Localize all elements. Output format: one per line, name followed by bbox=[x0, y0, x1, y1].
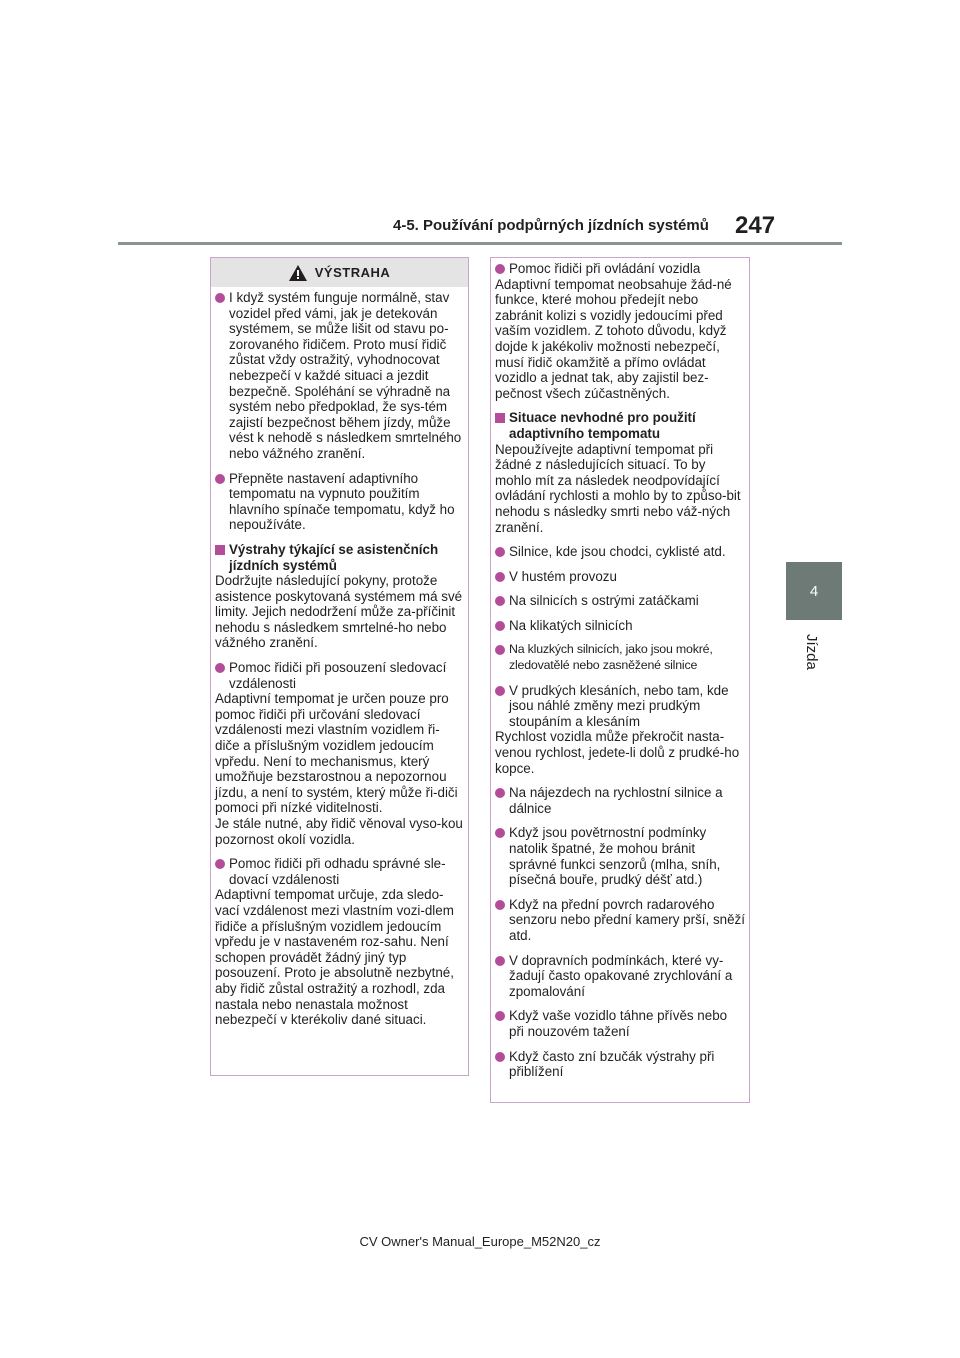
paragraph: Rychlost vozidla může překročit nasta-venou rychlost, jedete-li dolů z prudké-ho kopce. bbox=[495, 729, 740, 776]
chapter-number: 4 bbox=[809, 582, 819, 600]
bullet-icon bbox=[215, 859, 225, 869]
paragraph: Adaptivní tempomat určuje, zda sledo-vací vzdálenost mezi vlastním vozi-dlem řidiče a příslušným vozidlem jedoucím vpředu je v nastaveném roz-sahu. Není schopen provádět žádný jiný typ posouzení. Proto je absolutně nezbytné, aby řidič zůstal ostražitý a rozhodl, zda nastala nebo nenastala možnost nebezpečí v kterékoliv dané situaci. bbox=[215, 887, 454, 1028]
list-item: V prudkých klesáních, nebo tam, kde jsou náhlé změny mezi prudkým stoupáním a klesáním bbox=[495, 683, 745, 730]
bullet-icon bbox=[495, 264, 505, 274]
bullet-icon bbox=[215, 293, 225, 303]
list-item: Pomoc řidiči při ovládání vozidla bbox=[495, 261, 745, 277]
page-number: 247 bbox=[735, 212, 776, 239]
list-item: Na kluzkých silnicích, jako jsou mokré, zledovatělé nebo zasněžené silnice bbox=[495, 642, 745, 673]
paragraph: Adaptivní tempomat je určen pouze pro pomoc řidiči při určování sledovací vzdálenosti mezi vlastním vozidlem ři-diče a příslušným vozidlem jedoucím vpředu. Není to mechanismus, který umožňuje bezstarostnou a nepozornou jízdu, a není to systém, který může ři-diči pomoci při nízké viditelnosti. bbox=[215, 691, 458, 816]
footer-text: CV Owner's Manual_Europe_M52N20_cz bbox=[359, 1234, 601, 1249]
list-item: Když vaše vozidlo táhne přívěs nebo při nouzovém tažení bbox=[495, 1008, 745, 1039]
subsection-heading: Situace nevhodné pro použití adaptivního tempomatu bbox=[495, 410, 745, 441]
warning-header bbox=[211, 258, 468, 287]
bullet-icon bbox=[215, 663, 225, 673]
warning-box-right bbox=[490, 257, 750, 1103]
bullet-icon bbox=[495, 686, 505, 696]
list-item: Silnice, kde jsou chodci, cyklisté atd. bbox=[495, 544, 745, 560]
list-item: Přepněte nastavení adaptivního tempomatu na vypnuto použitím hlavního spínače tempomatu, když ho nepoužíváte. bbox=[215, 471, 464, 533]
paragraph: Dodržujte následující pokyny, protože asistence poskytovaná systémem má své limity. Jejich nedodržení může za-příčinit nehodu s následkem smrtelné-ho nebo vážného zranění. bbox=[215, 573, 463, 651]
list-item: Když na přední povrch radarového senzoru nebo přední kamery prší, sněží atd. bbox=[495, 897, 745, 944]
bullet-icon bbox=[495, 645, 505, 655]
list-item: Když často zní bzučák výstrahy při přiblížení bbox=[495, 1049, 745, 1080]
section-title: 4-5. Používání podpůrných jízdních systémů bbox=[393, 217, 709, 234]
paragraph: Nepoužívejte adaptivní tempomat při žádné z následujících situací. To by mohlo mít za následek neodpovídající ovládání rychlosti a mohlo by to způso-bit nehodu s následky smrti nebo váž-ných zranění. bbox=[495, 441, 741, 535]
list-item: Na klikatých silnicích bbox=[495, 618, 745, 634]
list-item: Pomoc řidiči při posouzení sledovací vzdálenosti bbox=[215, 660, 464, 691]
list-item: V hustém provozu bbox=[495, 569, 745, 585]
paragraph: Je stále nutné, aby řidič věnoval vyso-kou pozornost okolí vozidla. bbox=[215, 816, 463, 847]
bullet-icon bbox=[495, 788, 505, 798]
chapter-tab bbox=[786, 562, 842, 620]
list-item: I když systém funguje normálně, stav vozidel před vámi, jak je detekován systémem, se může lišit od stavu po-zorovaného řidičem. Proto musí řidič zůstat vždy ostražitý, vyhodnocovat nebezpečí v každé situaci a jezdit bezpečně. Spoléhání se výhradně na systém nebo předpoklad, že sys-tém zajistí bezpečnost během jízdy, může vést k nehodě s následkem smrtelného nebo vážného zranění. bbox=[215, 290, 464, 462]
list-item: Pomoc řidiči při odhadu správné sle-dovací vzdálenosti bbox=[215, 856, 464, 887]
paragraph: Adaptivní tempomat neobsahuje žád-né funkce, které mohou předejít nebo zabránit kolizi s vozidly jedoucími před vaším vozidlem. Z tohoto důvodu, když dojde k jakékoliv možnosti nebezpečí, musí řidič okamžitě a přímo ovládat vozidlo a jednat tak, aby zajistil bez-pečnost všech zúčastněných. bbox=[495, 276, 732, 401]
bullet-icon bbox=[495, 828, 505, 838]
bullet-icon bbox=[495, 596, 505, 606]
list-item: Na nájezdech na rychlostní silnice a dálnice bbox=[495, 785, 745, 816]
warning-triangle-icon bbox=[289, 265, 307, 281]
bullet-icon bbox=[215, 474, 225, 484]
warning-title: VÝSTRAHA bbox=[314, 265, 391, 280]
square-bullet-icon bbox=[215, 545, 225, 555]
chapter-label bbox=[800, 634, 828, 674]
list-item: V dopravních podmínkách, které vy-žadují často opakované zrychlování a zpomalování bbox=[495, 953, 745, 1000]
bullet-icon bbox=[495, 572, 505, 582]
list-item: Na silnicích s ostrými zatáčkami bbox=[495, 593, 745, 609]
bullet-icon bbox=[495, 547, 505, 557]
list-item: Když jsou povětrnostní podmínky natolik špatné, že mohou bránit správné funkci senzorů (mlha, sníh, písečná bouře, prudký déšť atd.) bbox=[495, 825, 745, 887]
bullet-icon bbox=[495, 621, 505, 631]
bullet-icon bbox=[495, 1011, 505, 1021]
bullet-icon bbox=[495, 956, 505, 966]
bullet-icon bbox=[495, 900, 505, 910]
warning-box-left bbox=[210, 257, 469, 1076]
bullet-icon bbox=[495, 1052, 505, 1062]
subsection-heading: Výstrahy týkající se asistenčních jízdních systémů bbox=[215, 542, 464, 573]
header-divider bbox=[118, 242, 842, 245]
square-bullet-icon bbox=[495, 413, 505, 423]
chapter-label-text: Jízda bbox=[803, 634, 820, 670]
